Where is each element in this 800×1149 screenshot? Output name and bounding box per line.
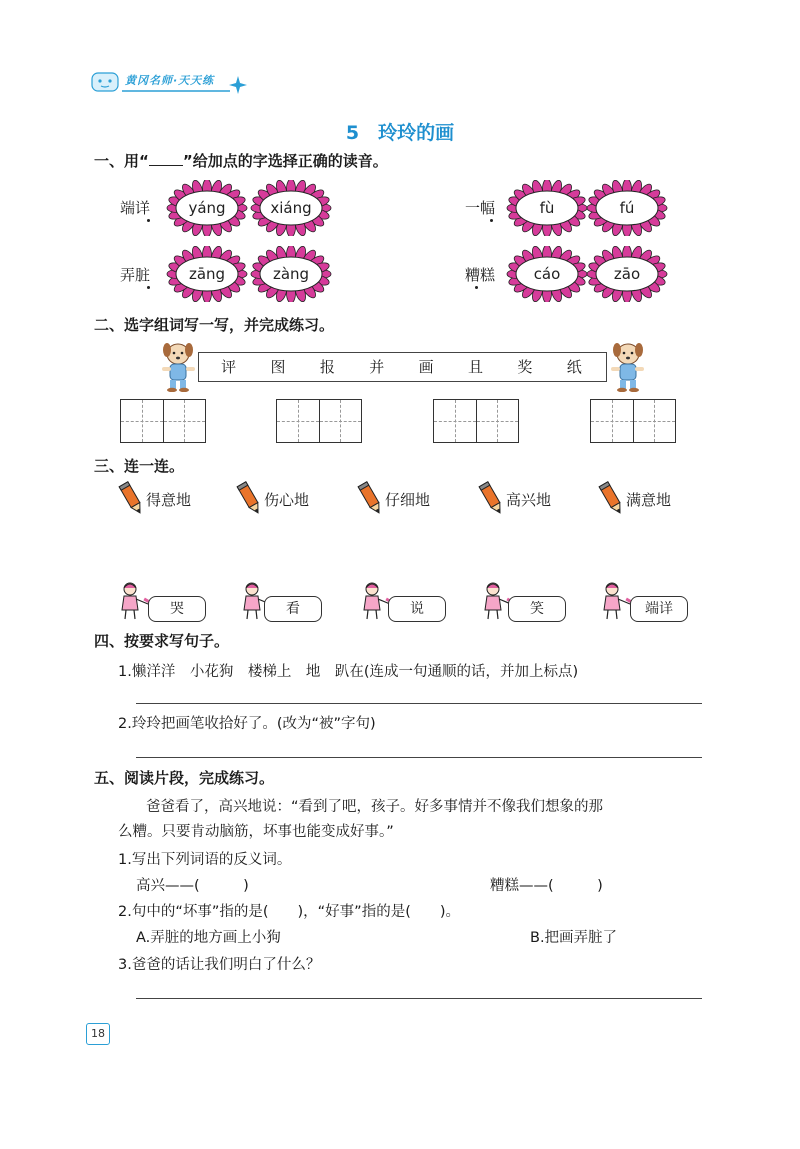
q4-sentence-2: 2.玲玲把画笔收拾好了。(改为“被”字句): [118, 716, 376, 732]
verb-box[interactable]: 说: [388, 596, 446, 622]
char-option: 纸: [566, 357, 582, 376]
antonym-item[interactable]: 糟糕——( ): [490, 878, 603, 894]
verb-box[interactable]: 看: [264, 596, 322, 622]
q2-title: 二、选字组词写一写，并完成练习。: [94, 316, 335, 334]
char-option: 奖: [517, 357, 533, 376]
pinyin-option-flower[interactable]: cáo: [504, 246, 590, 302]
verb-box[interactable]: 笑: [508, 596, 566, 622]
reading-paragraph-line: 爸爸看了，高兴地说：“看到了吧，孩子。好多事情并不像我们想象的那: [146, 799, 604, 815]
pencil-icon: [598, 480, 626, 522]
adverb-item[interactable]: 伤心地: [264, 491, 310, 509]
verb-box[interactable]: 哭: [148, 596, 206, 622]
adverb-item[interactable]: 仔细地: [385, 491, 431, 509]
pinyin-option-flower[interactable]: zàng: [248, 246, 334, 302]
girl-icon: [600, 580, 634, 626]
q1-word: 一幅: [465, 199, 496, 217]
q3-title: 三、连一连。: [94, 457, 185, 475]
pinyin-option-flower[interactable]: yáng: [164, 180, 250, 236]
writing-grid[interactable]: [276, 399, 362, 443]
q4-sentence-1: 1.懒洋洋 小花狗 楼梯上 地 趴在(连成一句通顺的话，并加上标点): [118, 664, 579, 680]
adverb-item[interactable]: 高兴地: [506, 491, 552, 509]
option-a[interactable]: A.弄脏的地方画上小狗: [136, 930, 281, 946]
char-option: 画: [418, 357, 434, 376]
char-option: 并: [369, 357, 385, 376]
emphasis-dot: [490, 219, 493, 222]
pencil-icon: [478, 480, 506, 522]
character-list: [198, 352, 605, 380]
pinyin-option-flower[interactable]: fù: [504, 180, 590, 236]
emphasis-dot: [147, 286, 150, 289]
q5-question-2: 2.句中的“坏事”指的是( )，“好事”指的是( )。: [118, 904, 461, 920]
char-option: 评: [221, 357, 237, 376]
writing-grid[interactable]: [120, 399, 206, 443]
q5-question-3: 3.爸爸的话让我们明白了什么？: [118, 957, 321, 973]
q4-title: 四、按要求写句子。: [94, 632, 230, 650]
puppy-illustration: [156, 340, 200, 396]
q1-word: 糟糕: [465, 266, 496, 284]
char-option: 且: [468, 357, 484, 376]
q1-word: 弄脏: [120, 266, 151, 284]
pinyin-option-flower[interactable]: xiáng: [248, 180, 334, 236]
q1-title: 一、用“ ”给加点的字选择正确的读音。: [94, 152, 388, 170]
series-name: 黄冈名师·天天练: [125, 74, 215, 87]
pinyin-option-flower[interactable]: zāo: [584, 246, 670, 302]
emphasis-dot: [475, 286, 478, 289]
verb-box[interactable]: 端详: [630, 596, 688, 622]
pencil-icon: [118, 480, 146, 522]
answer-line[interactable]: [136, 757, 702, 758]
q5-question-1: 1.写出下列词语的反义词。: [118, 852, 292, 868]
q5-title: 五、阅读片段，完成练习。: [94, 769, 275, 787]
writing-grid[interactable]: [590, 399, 676, 443]
pinyin-option-flower[interactable]: fú: [584, 180, 670, 236]
pencil-icon: [236, 480, 264, 522]
char-option: 图: [270, 357, 286, 376]
puppy-illustration: [606, 340, 650, 396]
page-number: 18: [86, 1023, 110, 1045]
answer-line[interactable]: [136, 703, 702, 704]
char-option: 报: [319, 357, 335, 376]
antonym-item[interactable]: 高兴——( ): [136, 878, 249, 894]
pencil-icon: [357, 480, 385, 522]
page-title: 5 玲玲的画: [345, 122, 455, 144]
writing-grid[interactable]: [433, 399, 519, 443]
girl-icon: [118, 580, 152, 626]
emphasis-dot: [147, 219, 150, 222]
answer-line[interactable]: [136, 998, 702, 999]
adverb-item[interactable]: 满意地: [626, 491, 672, 509]
reading-paragraph-line: 么糟。只要肯动脑筋，坏事也能变成好事。”: [118, 824, 394, 840]
adverb-item[interactable]: 得意地: [146, 491, 192, 509]
answer-blank: [149, 153, 183, 166]
pinyin-option-flower[interactable]: zāng: [164, 246, 250, 302]
q1-word: 端详: [120, 199, 151, 217]
option-b[interactable]: B.把画弄脏了: [530, 930, 618, 946]
